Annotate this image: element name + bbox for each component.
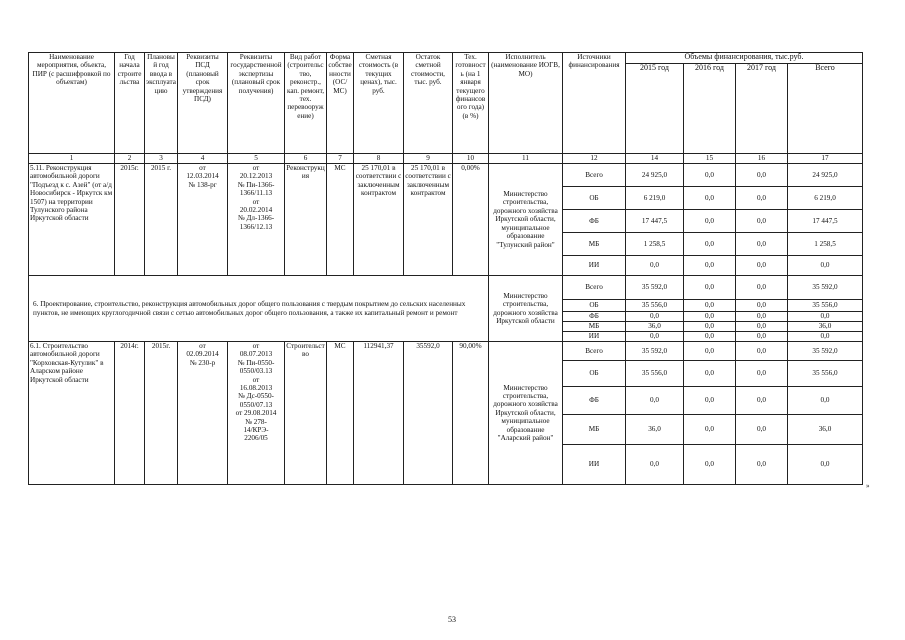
funding-total: 36,0: [788, 415, 863, 445]
funding-source: Всего: [563, 276, 626, 300]
row61-name: 6.1. Строительство автомобильной дороги "Корховская-Кутулик" в Аларском районе Иркутской области: [29, 342, 115, 485]
header-psd: Реквизиты ПСД (плановый срок утверждения ПСД): [178, 53, 228, 154]
funding-2015: 36,0: [626, 322, 684, 332]
funding-2015: 0,0: [626, 256, 684, 276]
header-2016: 2016 год: [684, 64, 736, 154]
row511-start-year: 2015г.: [115, 164, 145, 276]
colnum: 12: [563, 154, 626, 164]
funding-source: Всего: [563, 342, 626, 361]
funding-2015: 35 556,0: [626, 300, 684, 312]
funding-2017: 0,0: [736, 342, 788, 361]
funding-source: ОБ: [563, 300, 626, 312]
colnum: 3: [145, 154, 178, 164]
funding-source: ИИ: [563, 332, 626, 342]
row61-estimate: 112941,37: [354, 342, 404, 485]
funding-source: ФБ: [563, 210, 626, 233]
header-ownership: Форма собственности (ОС/МС): [327, 53, 354, 154]
section6-executor: Министерство строительства, дорожного хозяйства Иркутской области: [489, 276, 563, 342]
header-estimate: Сметная стоимость (в текущих ценах), тыс. руб.: [354, 53, 404, 154]
funding-source: МБ: [563, 415, 626, 445]
funding-2016: 0,0: [684, 256, 736, 276]
funding-2015: 17 447,5: [626, 210, 684, 233]
header-2017: 2017 год: [736, 64, 788, 154]
funding-2015: 24 925,0: [626, 164, 684, 187]
funding-2017: 0,0: [736, 276, 788, 300]
row61-psd: от 02.09.2014 № 230-р: [178, 342, 228, 485]
row511-estimate: 25 170,01 в соответствии с заключенным контрактом: [354, 164, 404, 276]
funding-total: 35 592,0: [788, 342, 863, 361]
header-name: Наименование мероприятия, объекта, ПИР (с расшифровкой по объектам): [29, 53, 115, 154]
funding-total: 24 925,0: [788, 164, 863, 187]
funding-2017: 0,0: [736, 361, 788, 387]
header-planned-year: Плановый год ввода в эксплуатацию: [145, 53, 178, 154]
funding-2015: 0,0: [626, 387, 684, 415]
header-funding-group: Объемы финансирования, тыс.руб.: [626, 53, 863, 64]
funding-2015: 35 592,0: [626, 342, 684, 361]
header-2015: 2015 год: [626, 64, 684, 154]
colnum: 2: [115, 154, 145, 164]
funding-source: ФБ: [563, 312, 626, 322]
funding-2015: 0,0: [626, 332, 684, 342]
funding-2015: 35 556,0: [626, 361, 684, 387]
funding-2017: 0,0: [736, 332, 788, 342]
colnum: 16: [736, 154, 788, 164]
funding-total: 0,0: [788, 312, 863, 322]
section6-title: 6. Проектирование, строительство, реконструкция автомобильных дорог общего пользования с твердым покрытием до сельских населенных пунктов, не имеющих круглогодичной связи с сетью автомобильных дорог общего пользования, а также их капитальный ремонт и ремонт: [29, 276, 489, 342]
colnum: 5: [228, 154, 285, 164]
funding-2016: 0,0: [684, 332, 736, 342]
row511-executor: Министерство строительства, дорожного хозяйства Иркутской области, муниципальное образование "Тулунский район": [489, 164, 563, 276]
colnum: 14: [626, 154, 684, 164]
row511-name: 5.11. Реконструкция автомобильной дороги "Подъезд к с. Азей" (от а/д Новосибирск - Иркутск км 1507) на территории Тулунского района Иркутской области: [29, 164, 115, 276]
funding-total: 0,0: [788, 387, 863, 415]
row61-readiness: 90,00%: [453, 342, 489, 485]
funding-2017: 0,0: [736, 387, 788, 415]
funding-2016: 0,0: [684, 322, 736, 332]
funding-source: ОБ: [563, 361, 626, 387]
colnum: 7: [327, 154, 354, 164]
funding-2016: 0,0: [684, 164, 736, 187]
funding-source: Всего: [563, 164, 626, 187]
row61-ownership: МС: [327, 342, 354, 485]
colnum: 8: [354, 154, 404, 164]
funding-2017: 0,0: [736, 445, 788, 485]
funding-2015: 0,0: [626, 312, 684, 322]
funding-2016: 0,0: [684, 210, 736, 233]
funding-source: ОБ: [563, 187, 626, 210]
funding-source: ИИ: [563, 256, 626, 276]
funding-2017: 0,0: [736, 322, 788, 332]
funding-2017: 0,0: [736, 256, 788, 276]
funding-2016: 0,0: [684, 312, 736, 322]
row511-readiness: 0,00%: [453, 164, 489, 276]
funding-total: 6 219,0: [788, 187, 863, 210]
funding-2017: 0,0: [736, 300, 788, 312]
funding-2016: 0,0: [684, 415, 736, 445]
funding-2016: 0,0: [684, 276, 736, 300]
funding-2016: 0,0: [684, 342, 736, 361]
funding-total: 0,0: [788, 445, 863, 485]
funding-total: 0,0: [788, 332, 863, 342]
funding-source: МБ: [563, 233, 626, 256]
funding-total: 17 447,5: [788, 210, 863, 233]
row511-planned-year: 2015 г.: [145, 164, 178, 276]
row511-work-type: Реконструкция: [285, 164, 327, 276]
funding-total: 35 556,0: [788, 361, 863, 387]
funding-2016: 0,0: [684, 387, 736, 415]
row511-remainder: 25 170,01 в соответствии с заключенным контрактом: [404, 164, 453, 276]
header-total: Всего: [788, 64, 863, 154]
header-sources: Источники финансирования: [563, 53, 626, 154]
funding-total: 36,0: [788, 322, 863, 332]
colnum: 6: [285, 154, 327, 164]
header-expertise: Реквизиты государственной экспертизы (плановый срок получения): [228, 53, 285, 154]
row511-ownership: МС: [327, 164, 354, 276]
row61-start-year: 2014г.: [115, 342, 145, 485]
funding-table: [28, 52, 863, 485]
row61-remainder: 35592,0: [404, 342, 453, 485]
colnum: 9: [404, 154, 453, 164]
edge-mark: »: [866, 482, 870, 490]
funding-source: ИИ: [563, 445, 626, 485]
funding-2015: 35 592,0: [626, 276, 684, 300]
row511-expertise: от 20.12.2013 № Пи-1366- 1366/11.13 от 20.02.2014 № Дл-1366- 1366/12.13: [228, 164, 285, 276]
colnum: 15: [684, 154, 736, 164]
funding-2016: 0,0: [684, 233, 736, 256]
funding-total: 1 258,5: [788, 233, 863, 256]
colnum: 10: [453, 154, 489, 164]
header-work-type: Вид работ (строительство, реконстр., кап. ремонт, тех. перевооружение): [285, 53, 327, 154]
funding-total: 35 592,0: [788, 276, 863, 300]
funding-2016: 0,0: [684, 445, 736, 485]
funding-2017: 0,0: [736, 164, 788, 187]
row61-expertise: от 08.07.2013 № Пи-0550- 0550/03.13 от 16.08.2013 № Дс-0550- 0550/07.13 от 29.08.2014 № 278- 14/КРЭ- 2206/05: [228, 342, 285, 485]
page-number: 53: [448, 615, 456, 624]
funding-2016: 0,0: [684, 361, 736, 387]
header-executor: Исполнитель (наименование ИОГВ, МО): [489, 53, 563, 154]
funding-2015: 0,0: [626, 445, 684, 485]
funding-total: 35 556,0: [788, 300, 863, 312]
funding-2015: 6 219,0: [626, 187, 684, 210]
funding-2017: 0,0: [736, 312, 788, 322]
funding-source: ФБ: [563, 387, 626, 415]
funding-2017: 0,0: [736, 210, 788, 233]
row61-planned-year: 2015г.: [145, 342, 178, 485]
funding-2015: 1 258,5: [626, 233, 684, 256]
funding-2015: 36,0: [626, 415, 684, 445]
header-readiness: Тех. готовность (на 1 января текущего финансового года) (в %): [453, 53, 489, 154]
row511-psd: от 12.03.2014 № 138-рг: [178, 164, 228, 276]
colnum: 11: [489, 154, 563, 164]
header-remainder: Остаток сметной стоимости, тыс. руб.: [404, 53, 453, 154]
funding-source: МБ: [563, 322, 626, 332]
row61-work-type: Строительство: [285, 342, 327, 485]
funding-2016: 0,0: [684, 187, 736, 210]
funding-2016: 0,0: [684, 300, 736, 312]
funding-2017: 0,0: [736, 187, 788, 210]
funding-total: 0,0: [788, 256, 863, 276]
colnum: 1: [29, 154, 115, 164]
funding-2017: 0,0: [736, 415, 788, 445]
header-start-year: Год начала строительства: [115, 53, 145, 154]
row61-executor: Министерство строительства, дорожного хозяйства Иркутской области, муниципальное образование "Аларский район": [489, 342, 563, 485]
funding-2017: 0,0: [736, 233, 788, 256]
colnum: 17: [788, 154, 863, 164]
colnum: 4: [178, 154, 228, 164]
